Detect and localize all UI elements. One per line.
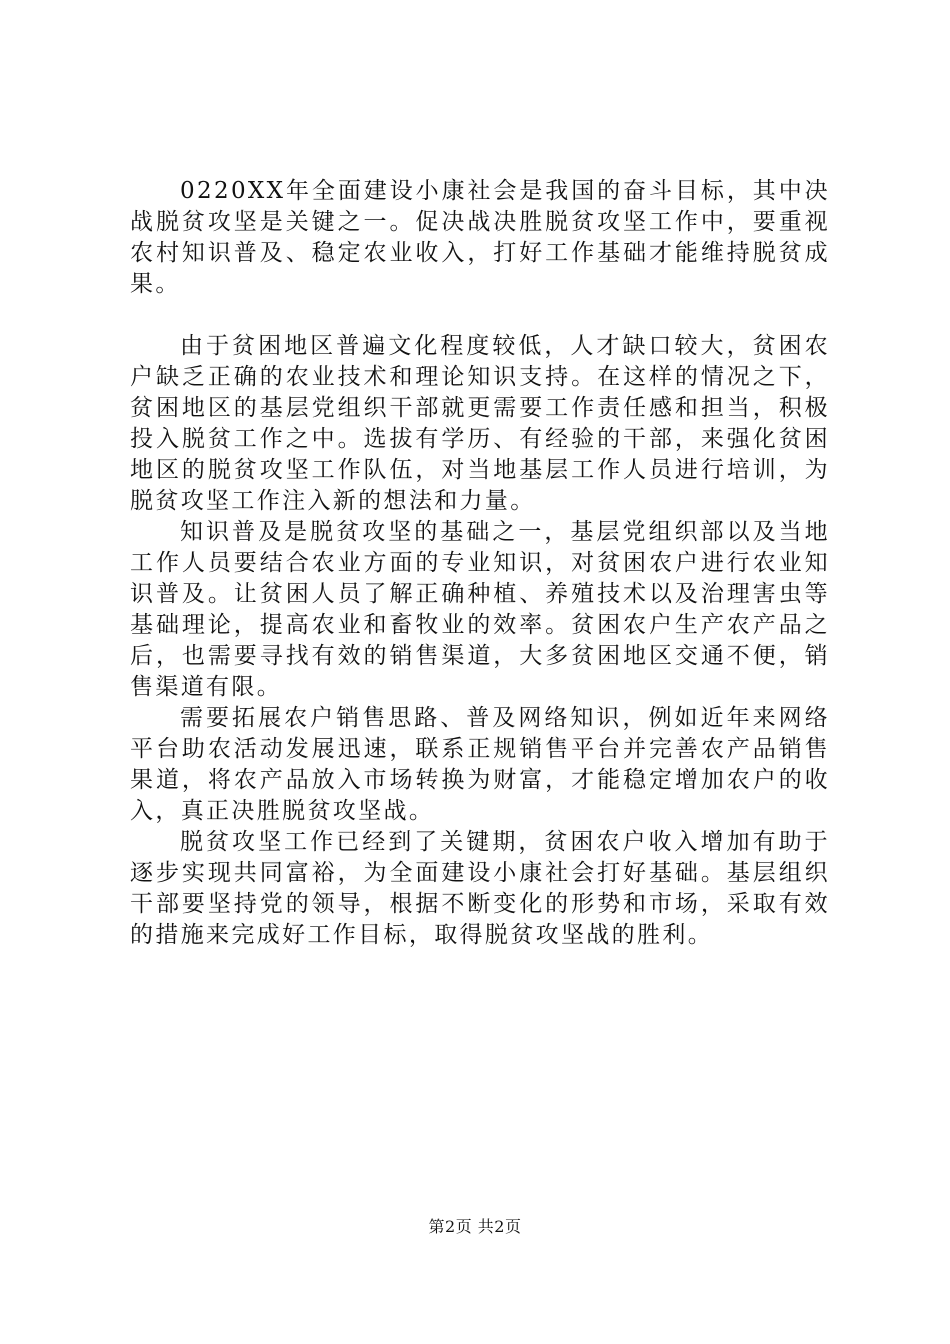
paragraph-2: 由于贫困地区普遍文化程度较低，人才缺口较大，贫困农户缺乏正确的农业技术和理论知识支持。在这样的情况之下，贫困地区的基层党组织干部就更需要工作责任感和担当，积极投入脱贫工作之中。选拔有学历、有经验的干部，来强化贫困地区的脱贫攻坚工作队伍，对当地基层工作人员进行培训，为脱贫攻坚工作注入新的想法和力量。 [130, 333, 830, 514]
page-footer [0, 1217, 950, 1237]
paragraph-3: 知识普及是脱贫攻坚的基础之一，基层党组织部以及当地工作人员要结合农业方面的专业知识，对贫困农户进行农业知识普及。让贫困人员了解正确种植、养殖技术以及治理害虫等基础理论，提高农业和畜牧业的效率。贫困农户生产农产品之后，也需要寻找有效的销售渠道，大多贫困地区交通不便，销售渠道有限。 [130, 519, 830, 700]
paragraph-1: 0220XX年全面建设小康社会是我国的奋斗目标，其中决战脱贫攻坚是关键之一。促决战决胜脱贫攻坚工作中，要重视农村知识普及、稳定农业收入，打好工作基础才能维持脱贫成果。 [130, 178, 830, 297]
page-number-label: 第2页 共2页 [428, 1217, 522, 1236]
document-body [130, 176, 830, 951]
paragraph-5: 脱贫攻坚工作已经到了关键期，贫困农户收入增加有助于逐步实现共同富裕，为全面建设小康社会打好基础。基层组织干部要坚持党的领导，根据不断变化的形势和市场，采取有效的措施来完成好工作目标，取得脱贫攻坚战的胜利。 [130, 829, 830, 948]
paragraph-4: 需要拓展农户销售思路、普及网络知识，例如近年来网络平台助农活动发展迅速，联系正规销售平台并完善农产品销售果道，将农产品放入市场转换为财富，才能稳定增加农户的收入，真正决胜脱贫攻坚战。 [130, 705, 830, 824]
